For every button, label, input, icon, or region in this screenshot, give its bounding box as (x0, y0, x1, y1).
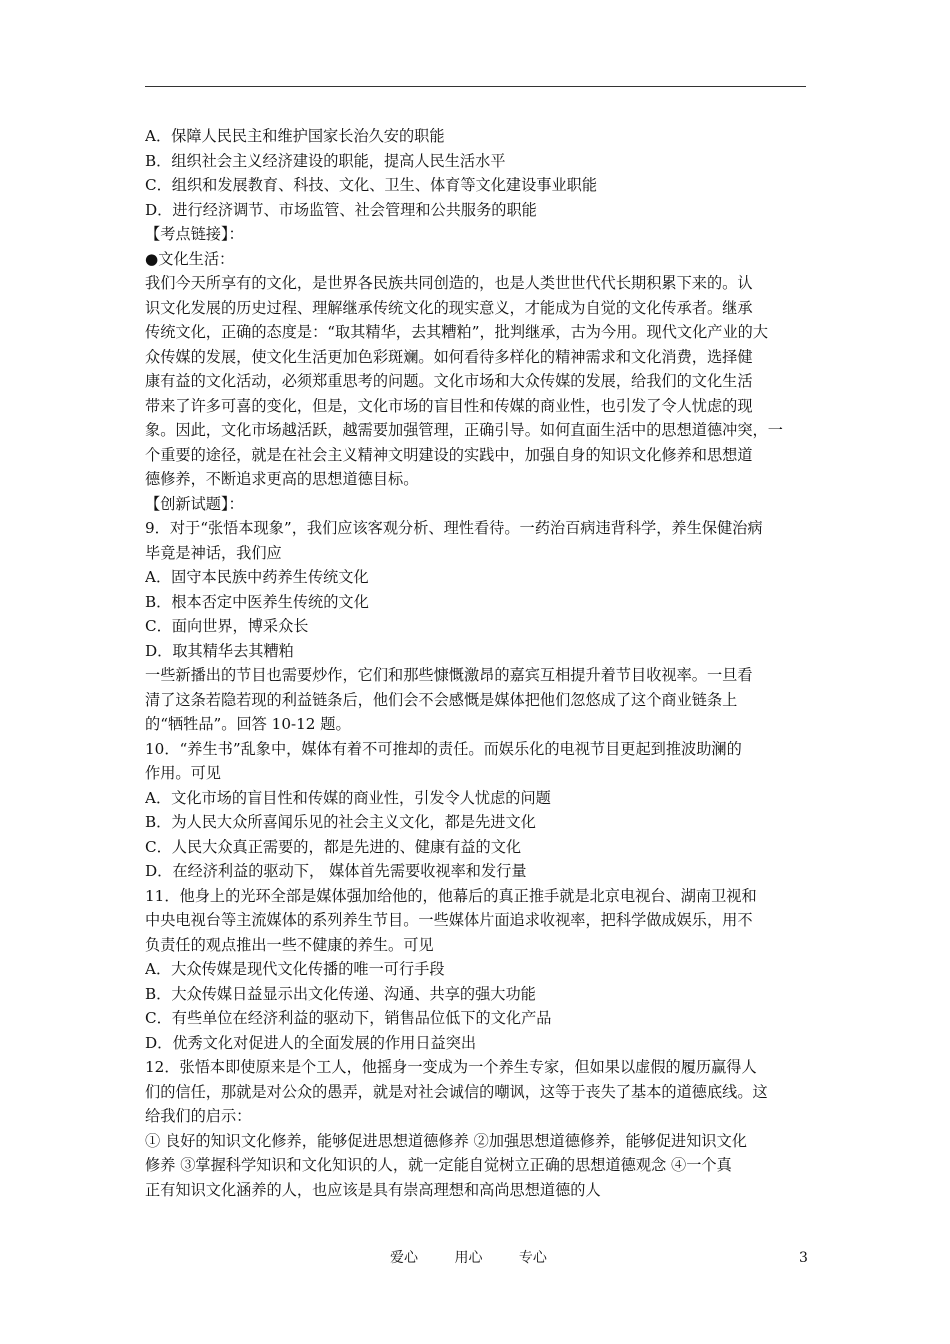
text-line: C．面向世界，博采众长 (145, 617, 309, 635)
text-line: D．在经济利益的驱动下， 媒体首先需要收视率和发行量 (145, 862, 527, 880)
text-line: C．组织和发展教育、科技、文化、卫生、体育等文化建设事业职能 (145, 176, 598, 194)
text-line: 中央电视台等主流媒体的系列养生节目。一些媒体片面追求收视率，把科学做成娱乐，用不 (145, 911, 753, 929)
text-line: 带来了许多可喜的变化，但是，文化市场的盲目性和传媒的商业性，也引发了令人忧虑的现 (145, 396, 753, 415)
text-line: B．组织社会主义经济建设的职能，提高人民生活水平 (145, 151, 506, 170)
text-line: C．人民大众真正需要的，都是先进的、健康有益的文化 (145, 837, 522, 856)
text-line: ●文化生活： (145, 249, 235, 268)
text-line: B．大众传媒日益显示出文化传递、沟通、共享的强大功能 (145, 984, 536, 1003)
text-line: 们的信任，那就是对公众的愚弄，就是对社会诚信的嘲讽，这等于丧失了基本的道德底线。这 (145, 1082, 768, 1101)
text-line: D．优秀文化对促进人的全面发展的作用日益突出 (145, 1033, 477, 1052)
text-line: 给我们的启示： (145, 1107, 252, 1125)
page-number: 3 (799, 1250, 808, 1266)
footer-motto-word: 爱心 (390, 1250, 418, 1266)
text-line: A．大众传媒是现代文化传播的唯一可行手段 (145, 960, 445, 978)
text-line: C．有些单位在经济利益的驱动下，销售品位低下的文化产品 (145, 1009, 552, 1027)
text-line: 10．“养生书”乱象中，媒体有着不可推却的责任。而娱乐化的电视节目更起到推波助澜的 (145, 739, 742, 758)
text-line: 我们今天所享有的文化，是世界各民族共同创造的，也是人类世世代代长期积累下来的。认 (145, 274, 753, 292)
header-rule (145, 86, 806, 87)
text-line: 负责任的观点推出一些不健康的养生。可见 (145, 935, 434, 954)
text-line: B．为人民大众所喜闻乐见的社会主义文化，都是先进文化 (145, 813, 536, 831)
footer-motto-word: 用心 (454, 1250, 483, 1266)
text-line: 作用。可见 (145, 764, 221, 782)
text-line: 12．张悟本即使原来是个工人，他摇身一变成为一个养生专家，但如果以虚假的履历赢得人 (145, 1058, 757, 1076)
text-line: B．根本否定中医养生传统的文化 (145, 592, 369, 611)
text-line: A．固守本民族中药养生传统文化 (145, 568, 369, 586)
footer-motto-word: 专心 (518, 1250, 547, 1266)
text-line: 一些新播出的节目也需要炒作，它们和那些慷慨激昂的嘉宾互相提升着节目收视率。一旦看 (145, 666, 753, 684)
text-line: 【创新试题】： (145, 494, 244, 513)
text-line: 11．他身上的光环全部是媒体强加给他的，他幕后的真正推手就是北京电视台、湖南卫视和 (145, 886, 757, 905)
text-line: D．进行经济调节、市场监管、社会管理和公共服务的职能 (145, 200, 537, 219)
text-line: A．文化市场的盲目性和传媒的商业性，引发令人忧虑的问题 (145, 788, 551, 807)
text-line: 的“牺牲品”。回答 10-12 题。 (145, 715, 351, 733)
text-line: 识文化发展的历史过程、理解继承传统文化的现实意义，才能成为自觉的文化传承者。继承 (145, 298, 753, 317)
text-line: D．取其精华去其糟粕 (145, 641, 294, 660)
text-line: 象。因此，文化市场越活跃，越需要加强管理，正确引导。如何直面生活中的思想道德冲突，一 (145, 421, 783, 439)
text-line: 众传媒的发展，使文化生活更加色彩斑斓。如何看待多样化的精神需求和文化消费，选择健 (145, 347, 753, 366)
text-line: 9．对于“张悟本现象”，我们应该客观分析、理性看待。一药治百病违背科学，养生保健治病 (145, 519, 763, 537)
text-line: 德修养，不断追求更高的思想道德目标。 (145, 470, 419, 488)
text-line: A．保障人民民主和维护国家长治久安的职能 (145, 127, 445, 145)
text-line: 毕竟是神话，我们应 (145, 543, 282, 562)
text-line: 康有益的文化活动，必须郑重思考的问题。文化市场和大众传媒的发展，给我们的文化生活 (145, 372, 753, 390)
footer-motto (390, 1248, 579, 1268)
text-line: 修养 ③掌握科学知识和文化知识的人，就一定能自觉树立正确的思想道德观念 ④一个真 (145, 1156, 732, 1174)
document-body (145, 124, 806, 1202)
text-line: ① 良好的知识文化修养，能够促进思想道德修养 ②加强思想道德修养，能够促进知识文化 (145, 1131, 747, 1150)
text-line: 正有知识文化涵养的人，也应该是具有崇高理想和高尚思想道德的人 (145, 1180, 601, 1199)
text-line: 【考点链接】： (145, 225, 244, 243)
text-line: 传统文化，正确的态度是：“取其精华，去其糟粕”，批判继承，古为今用。现代文化产业的大 (145, 323, 769, 341)
text-line: 清了这条若隐若现的利益链条后，他们会不会感慨是媒体把他们忽悠成了这个商业链条上 (145, 690, 738, 709)
text-line: 个重要的途径，就是在社会主义精神文明建设的实践中，加强自身的知识文化修养和思想道 (145, 445, 753, 464)
